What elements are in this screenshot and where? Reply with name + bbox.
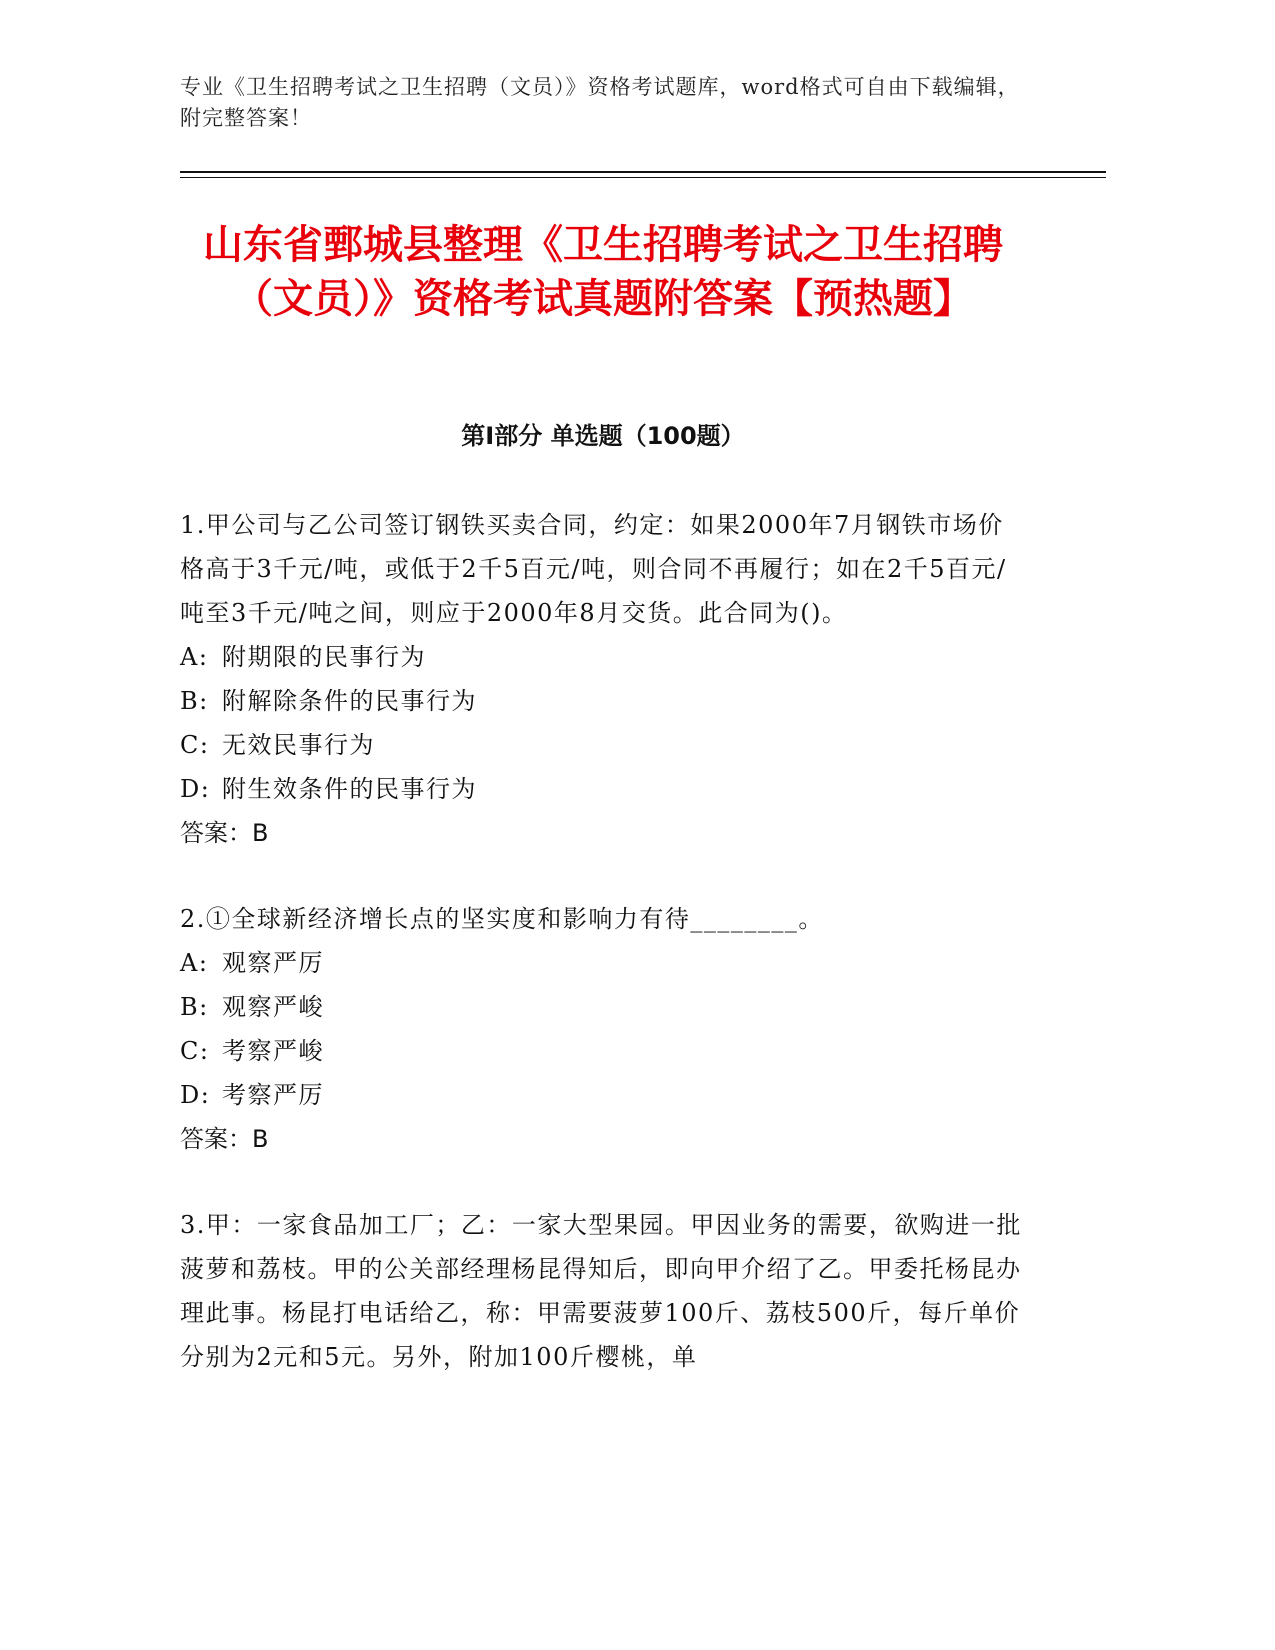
option-key: A: [180, 643, 209, 671]
option-d [180, 1073, 1026, 1117]
option-a [180, 635, 1026, 679]
option-key: A: [180, 949, 209, 977]
header-note: 专业《卫生招聘考试之卫生招聘（文员）》资格考试题库，word格式可自由下载编辑，附完整答案！ [180, 75, 1020, 130]
option-text: 考察严峻 [222, 1037, 324, 1065]
option-text: 观察严厉 [222, 949, 324, 977]
option-d [180, 767, 1026, 811]
header-rule-thick [180, 171, 1106, 173]
option-key: C: [180, 731, 210, 759]
header-rule-thin [180, 177, 1106, 178]
question-3 [180, 1203, 1026, 1379]
option-text: 附解除条件的民事行为 [222, 687, 477, 715]
question-stem: 2.①全球新经济增长点的坚实度和影响力有待________。 [180, 905, 824, 933]
option-key: D: [180, 775, 211, 803]
option-b [180, 679, 1026, 723]
option-key: B: [180, 687, 209, 715]
section-title: 第I部分 单选题（100题） [461, 422, 745, 450]
question-list [180, 503, 1026, 1421]
document-title: 山东省鄄城县整理《卫生招聘考试之卫生招聘（文员）》资格考试真题附答案【预热题】 [203, 222, 1003, 322]
question-2 [180, 897, 1026, 1161]
answer-line: 答案：B [180, 1125, 269, 1153]
option-c [180, 1029, 1026, 1073]
question-stem: 3.甲：一家食品加工厂；乙：一家大型果园。甲因业务的需要，欲购进一批菠萝和荔枝。甲的公关部经理杨昆得知后，即向甲介绍了乙。甲委托杨昆办理此事。杨昆打电话给乙，称：甲需要菠萝100斤、荔枝500斤，每斤单价分别为2元和5元。另外，附加100斤樱桃，单 [180, 1211, 1022, 1371]
option-c [180, 723, 1026, 767]
option-key: D: [180, 1081, 211, 1109]
answer-line: 答案：B [180, 819, 269, 847]
option-text: 观察严峻 [222, 993, 324, 1021]
question-1 [180, 503, 1026, 855]
option-a [180, 941, 1026, 985]
option-b [180, 985, 1026, 1029]
option-text: 无效民事行为 [222, 731, 375, 759]
option-key: B: [180, 993, 209, 1021]
option-text: 考察严厉 [222, 1081, 324, 1109]
question-stem: 1.甲公司与乙公司签订钢铁买卖合同，约定：如果2000年7月钢铁市场价格高于3千元/吨，或低于2千5百元/吨，则合同不再履行；如在2千5百元/吨至3千元/吨之间，则应于2000年8月交货。此合同为()。 [180, 511, 1007, 627]
option-key: C: [180, 1037, 210, 1065]
option-text: 附生效条件的民事行为 [222, 775, 477, 803]
option-text: 附期限的民事行为 [222, 643, 426, 671]
